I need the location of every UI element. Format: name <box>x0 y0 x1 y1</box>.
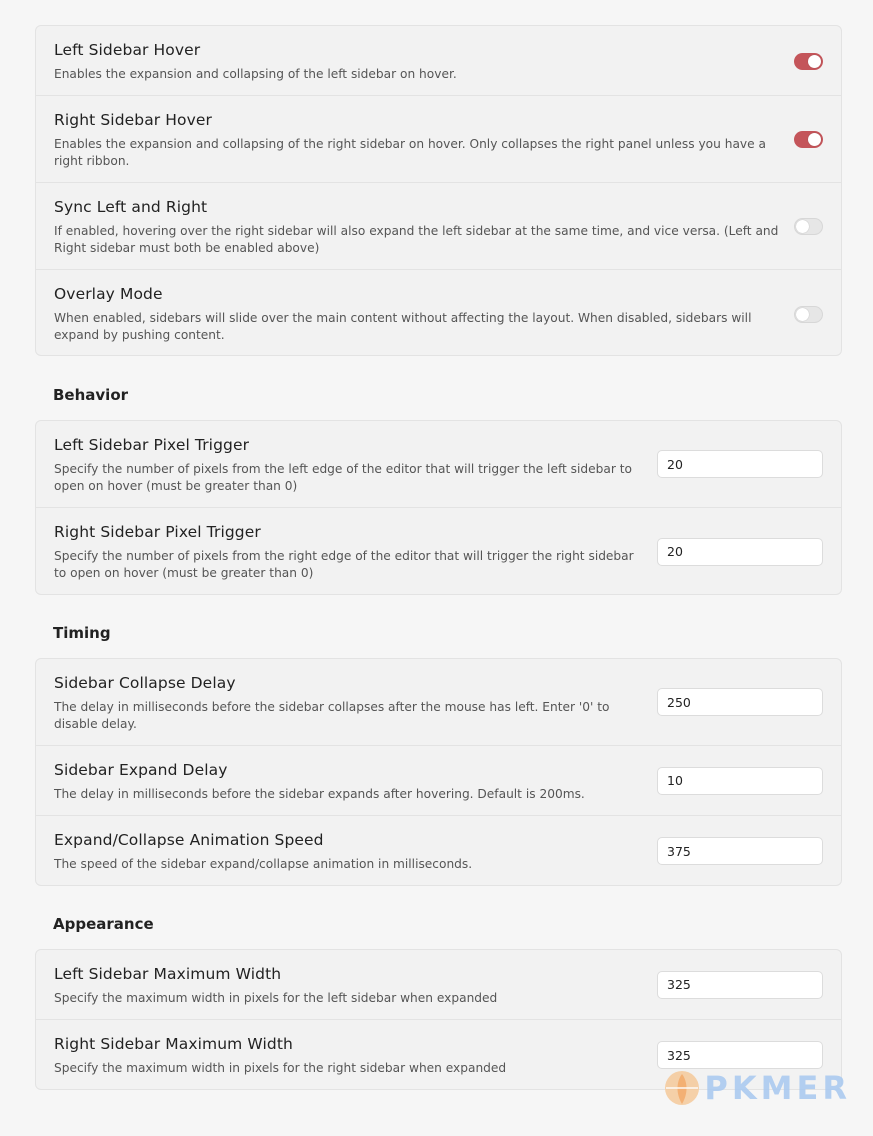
setting-title: Left Sidebar Maximum Width <box>54 965 282 983</box>
watermark-text: PKMER <box>704 1069 851 1107</box>
right-sidebar-hover-toggle[interactable] <box>794 131 823 148</box>
behavior-heading: Behavior <box>53 386 129 404</box>
setting-left-sidebar-hover <box>36 26 841 96</box>
setting-description: Enables the expansion and collapsing of the left sidebar on hover. <box>54 67 457 81</box>
toggle-knob <box>796 308 809 321</box>
pkmer-logo-icon <box>662 1066 702 1110</box>
collapse-delay-input[interactable] <box>657 688 823 716</box>
setting-description: Specify the maximum width in pixels for the right sidebar when expanded <box>54 1061 507 1075</box>
setting-title: Right Sidebar Maximum Width <box>54 1035 293 1053</box>
setting-description: Specify the number of pixels from the right edge of the editor that will trigger the right sidebar to open on hover (must be greater than 0) <box>54 549 634 580</box>
timing-settings-group <box>35 658 842 886</box>
setting-description: The delay in milliseconds before the sidebar expands after hovering. Default is 200ms. <box>54 787 585 801</box>
setting-right-pixel-trigger <box>36 508 841 595</box>
setting-title: Expand/Collapse Animation Speed <box>54 831 324 849</box>
setting-description: Specify the number of pixels from the left edge of the editor that will trigger the left sidebar to open on hover (must be greater than 0) <box>54 462 632 493</box>
setting-title: Sidebar Collapse Delay <box>54 674 236 692</box>
setting-description: Specify the maximum width in pixels for the left sidebar when expanded <box>54 991 498 1005</box>
toggle-knob <box>808 55 821 68</box>
right-max-width-input[interactable] <box>657 1041 823 1069</box>
setting-title: Sidebar Expand Delay <box>54 761 228 779</box>
overlay-mode-toggle[interactable] <box>794 306 823 323</box>
setting-description: When enabled, sidebars will slide over the main content without affecting the layout. When disabled, sidebars will expand by pushing content. <box>54 311 752 342</box>
sync-left-right-toggle[interactable] <box>794 218 823 235</box>
setting-description: If enabled, hovering over the right sidebar will also expand the left sidebar at the same time, and vice versa. (Left and Right sidebar must both be enabled above) <box>54 224 779 255</box>
setting-left-pixel-trigger <box>36 421 841 508</box>
setting-overlay-mode <box>36 270 841 356</box>
appearance-heading: Appearance <box>53 915 154 933</box>
setting-expand-delay <box>36 746 841 816</box>
setting-title: Overlay Mode <box>54 285 163 303</box>
setting-collapse-delay <box>36 659 841 746</box>
setting-right-sidebar-hover <box>36 96 841 183</box>
setting-title: Sync Left and Right <box>54 198 208 216</box>
setting-title: Left Sidebar Hover <box>54 41 201 59</box>
general-settings-group <box>35 25 842 356</box>
setting-title: Right Sidebar Hover <box>54 111 213 129</box>
toggle-knob <box>808 133 821 146</box>
setting-left-max-width <box>36 950 841 1020</box>
expand-delay-input[interactable] <box>657 767 823 795</box>
setting-title: Right Sidebar Pixel Trigger <box>54 523 261 541</box>
toggle-knob <box>796 220 809 233</box>
setting-description: The speed of the sidebar expand/collapse animation in milliseconds. <box>54 857 473 871</box>
setting-description: The delay in milliseconds before the sidebar collapses after the mouse has left. Enter '0' to disable delay. <box>54 700 610 731</box>
animation-speed-input[interactable] <box>657 837 823 865</box>
left-pixel-trigger-input[interactable] <box>657 450 823 478</box>
behavior-settings-group <box>35 420 842 595</box>
setting-title: Left Sidebar Pixel Trigger <box>54 436 250 454</box>
pkmer-watermark <box>662 1066 851 1110</box>
left-max-width-input[interactable] <box>657 971 823 999</box>
timing-heading: Timing <box>53 624 111 642</box>
setting-description: Enables the expansion and collapsing of the right sidebar on hover. Only collapses the right panel unless you have a right ribbon. <box>54 137 766 168</box>
right-pixel-trigger-input[interactable] <box>657 538 823 566</box>
setting-animation-speed <box>36 816 841 886</box>
setting-sync-left-right <box>36 183 841 270</box>
left-sidebar-hover-toggle[interactable] <box>794 53 823 70</box>
